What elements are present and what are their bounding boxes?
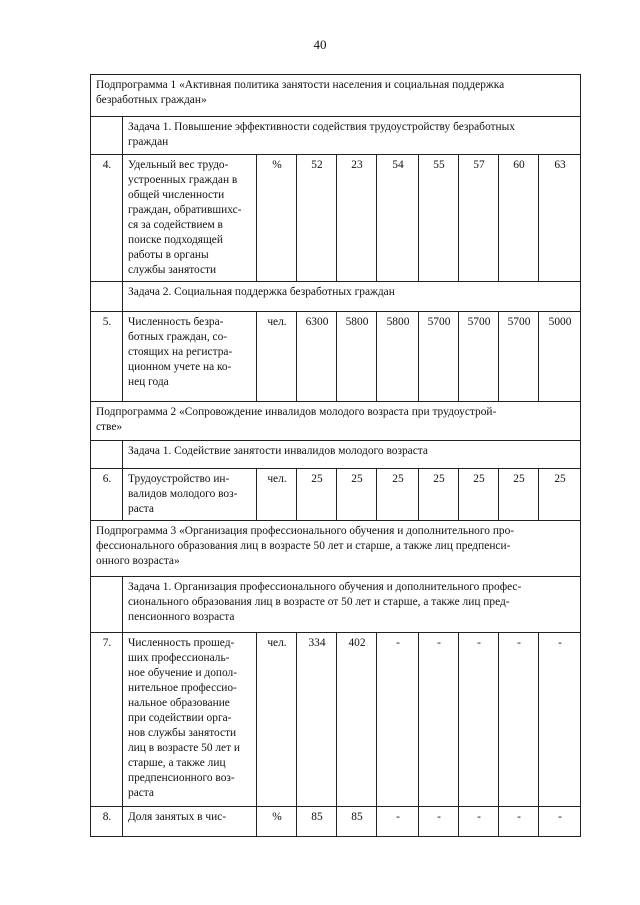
task-row: [91, 441, 581, 469]
subprogram-row: [91, 75, 581, 117]
value-cell: -: [499, 633, 539, 807]
value-cell: -: [377, 807, 419, 837]
indicator-row: [91, 469, 581, 521]
unit-cell: чел.: [257, 312, 297, 402]
unit-cell: %: [257, 155, 297, 282]
value-cell: 63: [539, 155, 581, 282]
value-cell: 25: [377, 469, 419, 521]
value-cell: 23: [337, 155, 377, 282]
value-cell: 85: [297, 807, 337, 837]
table-body: [91, 75, 581, 837]
value-cell: 402: [337, 633, 377, 807]
value-cell: 25: [297, 469, 337, 521]
indicator-name: Трудоустройство ин- валидов молодого воз- раста: [123, 469, 257, 521]
subprogram-title: Подпрограмма 1 «Активная политика занятости населения и социальная поддержка безработных граждан»: [91, 75, 581, 117]
task-title: Задача 1. Повышение эффективности содействия трудоустройству безработных граждан: [123, 117, 581, 155]
task-title: Задача 1. Организация профессионального обучения и дополнительного профес- сионального образования лиц в возрасте от 50 лет и старше, а также лиц пред- пенсионного возраста: [123, 577, 581, 633]
task-row: [91, 117, 581, 155]
value-cell: -: [539, 633, 581, 807]
indicator-row: [91, 155, 581, 282]
value-cell: 25: [539, 469, 581, 521]
value-cell: 5700: [419, 312, 459, 402]
value-cell: -: [539, 807, 581, 837]
subprogram-row: [91, 402, 581, 441]
empty-cell: [91, 117, 123, 155]
indicator-name: Численность прошед- ших профессиональ- ное обучение и допол- нительное профессио- нальное образование при содействии орга- нов службы занятости лиц в возрасте 50 лет и старше, а также лиц предпенсионного воз- раста: [123, 633, 257, 807]
value-cell: -: [419, 807, 459, 837]
row-number: 5.: [91, 312, 123, 402]
indicator-row: [91, 312, 581, 402]
indicators-table: [90, 74, 581, 837]
indicator-row: [91, 807, 581, 837]
value-cell: 52: [297, 155, 337, 282]
indicator-name: Доля занятых в чис-: [123, 807, 257, 837]
value-cell: 25: [499, 469, 539, 521]
value-cell: -: [499, 807, 539, 837]
row-number: 7.: [91, 633, 123, 807]
row-number: 6.: [91, 469, 123, 521]
value-cell: 57: [459, 155, 499, 282]
empty-cell: [91, 577, 123, 633]
subprogram-title: Подпрограмма 3 «Организация профессионального обучения и дополнительного про- фессионального образования лиц в возрасте 50 лет и старше, а также лиц предпенси- онного возраста»: [91, 521, 581, 577]
unit-cell: чел.: [257, 633, 297, 807]
task-row: [91, 282, 581, 312]
value-cell: -: [419, 633, 459, 807]
value-cell: 5700: [459, 312, 499, 402]
subprogram-row: [91, 521, 581, 577]
value-cell: 60: [499, 155, 539, 282]
value-cell: 334: [297, 633, 337, 807]
task-title: Задача 2. Социальная поддержка безработных граждан: [123, 282, 581, 312]
subprogram-title: Подпрограмма 2 «Сопровождение инвалидов молодого возраста при трудоустрой- стве»: [91, 402, 581, 441]
empty-cell: [91, 282, 123, 312]
value-cell: 5000: [539, 312, 581, 402]
task-row: [91, 577, 581, 633]
value-cell: 25: [419, 469, 459, 521]
indicator-row: [91, 633, 581, 807]
value-cell: 5800: [337, 312, 377, 402]
value-cell: 55: [419, 155, 459, 282]
unit-cell: чел.: [257, 469, 297, 521]
value-cell: 54: [377, 155, 419, 282]
value-cell: 85: [337, 807, 377, 837]
indicator-name: Численность безра- ботных граждан, со- стоящих на регистра- ционном учете на ко- нец года: [123, 312, 257, 402]
value-cell: -: [377, 633, 419, 807]
value-cell: -: [459, 807, 499, 837]
value-cell: -: [459, 633, 499, 807]
empty-cell: [91, 441, 123, 469]
page-number: 40: [313, 37, 327, 52]
value-cell: 6300: [297, 312, 337, 402]
value-cell: 5800: [377, 312, 419, 402]
value-cell: 5700: [499, 312, 539, 402]
value-cell: 25: [459, 469, 499, 521]
row-number: 8.: [91, 807, 123, 837]
task-title: Задача 1. Содействие занятости инвалидов молодого возраста: [123, 441, 581, 469]
value-cell: 25: [337, 469, 377, 521]
indicator-name: Удельный вес трудо- устроенных граждан в общей численности граждан, обратившихс- ся за содействием в поиске подходящей работы в органы службы занятости: [123, 155, 257, 282]
unit-cell: %: [257, 807, 297, 837]
row-number: 4.: [91, 155, 123, 282]
